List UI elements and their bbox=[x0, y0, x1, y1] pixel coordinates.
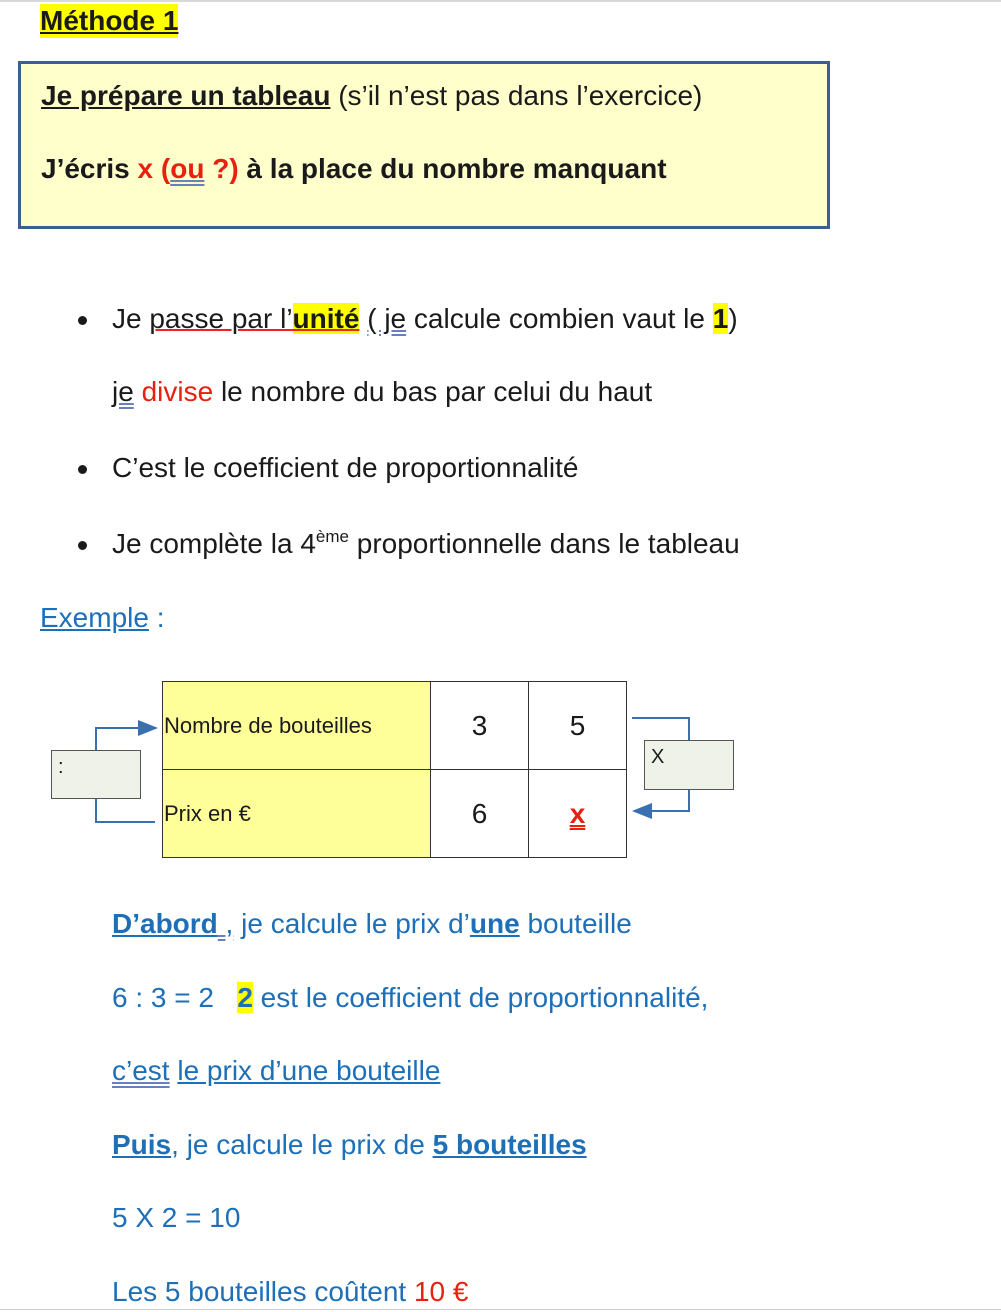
step-5: 5 X 2 = 10 bbox=[112, 1202, 241, 1233]
rule-prepare-note: (s’il n’est pas dans l’exercice) bbox=[330, 80, 703, 111]
row-1-value-2: 5 bbox=[529, 682, 627, 770]
rule-write-rest: à la place du nombre manquant bbox=[238, 153, 667, 184]
step-3-rest: le prix d’une bouteille bbox=[177, 1055, 441, 1086]
row-2-value-1: 6 bbox=[431, 770, 529, 858]
step-2-two: 2 bbox=[237, 982, 253, 1013]
example-label: Exemple bbox=[40, 602, 149, 633]
bullet-dot-3 bbox=[78, 541, 87, 550]
example-heading: Exemple : bbox=[40, 602, 165, 633]
bullet-1-divise: divise bbox=[133, 376, 214, 407]
bullet-1-je: je bbox=[112, 376, 134, 407]
rule-write-text: J’écris bbox=[41, 153, 138, 184]
step-6: Les 5 bouteilles coûtent 10 € bbox=[112, 1276, 469, 1307]
bullet-3-sup: ème bbox=[315, 527, 349, 546]
rule-line-2 bbox=[41, 152, 667, 186]
table-row bbox=[163, 682, 627, 770]
left-arrow-top bbox=[96, 728, 156, 750]
step-1-dabord: D’abord bbox=[112, 908, 218, 939]
bullet-1-passe: passe par l’ bbox=[149, 303, 293, 334]
left-arrow-bottom bbox=[96, 798, 155, 822]
bullet-1-line-1: Je passe par l’unité ( je calcule combien vaut le 1) bbox=[112, 303, 738, 334]
right-arrow-bottom bbox=[634, 790, 689, 811]
step-3 bbox=[112, 1054, 440, 1088]
table-row bbox=[163, 770, 627, 858]
page-bottom-rule bbox=[0, 1309, 1001, 1310]
right-arrow-top bbox=[632, 718, 689, 740]
rule-x-symbol: x bbox=[137, 153, 154, 184]
rule-line-1 bbox=[41, 79, 702, 113]
unknown-x: x bbox=[569, 797, 586, 829]
step-1: D’abord , je calcule le prix d’une bouteille bbox=[112, 908, 632, 939]
bullet-2: C’est le coefficient de proportionnalité bbox=[112, 452, 579, 483]
bullet-1-one: 1 bbox=[712, 303, 729, 334]
step-4-five: 5 bouteilles bbox=[432, 1129, 587, 1160]
proportion-table bbox=[162, 681, 627, 858]
row-2-unknown-cell bbox=[529, 770, 627, 858]
bullet-3: Je complète la 4ème proportionnelle dans le tableau bbox=[112, 527, 740, 559]
right-operator-box: X bbox=[644, 740, 734, 790]
step-2: 6 : 3 = 2 2 est le coefficient de proportionnalité, bbox=[112, 982, 709, 1013]
page-top-rule bbox=[0, 0, 1001, 2]
page-title: Méthode 1 bbox=[40, 5, 179, 36]
left-operator-box: : bbox=[51, 750, 141, 799]
step-1-une: une bbox=[469, 908, 520, 939]
row-1-label: Nombre de bouteilles bbox=[163, 682, 431, 770]
step-4-puis: Puis bbox=[112, 1129, 172, 1160]
step-3-cest: c’est bbox=[112, 1055, 170, 1086]
step-6-price: 10 € bbox=[413, 1276, 469, 1307]
bullet-dot-2 bbox=[78, 465, 87, 474]
rule-paren-open: ( bbox=[160, 153, 171, 184]
rule-question: ?) bbox=[204, 153, 239, 184]
rule-ou: ou bbox=[170, 153, 205, 184]
bullet-1-paren: ( je bbox=[367, 303, 407, 334]
bullet-1-line-2: je divise le nombre du bas par celui du haut bbox=[112, 376, 653, 407]
step-4: Puis, je calcule le prix de 5 bouteilles bbox=[112, 1129, 587, 1160]
bullet-dot-1 bbox=[78, 316, 87, 325]
bullet-1-unite: unité bbox=[292, 303, 360, 334]
method-rule-box bbox=[18, 61, 830, 229]
row-1-value-1: 3 bbox=[431, 682, 529, 770]
step-2-calc: 6 : 3 = 2 bbox=[112, 982, 238, 1013]
row-2-label: Prix en € bbox=[163, 770, 431, 858]
rule-prepare-table: Je prépare un tableau bbox=[41, 80, 331, 111]
